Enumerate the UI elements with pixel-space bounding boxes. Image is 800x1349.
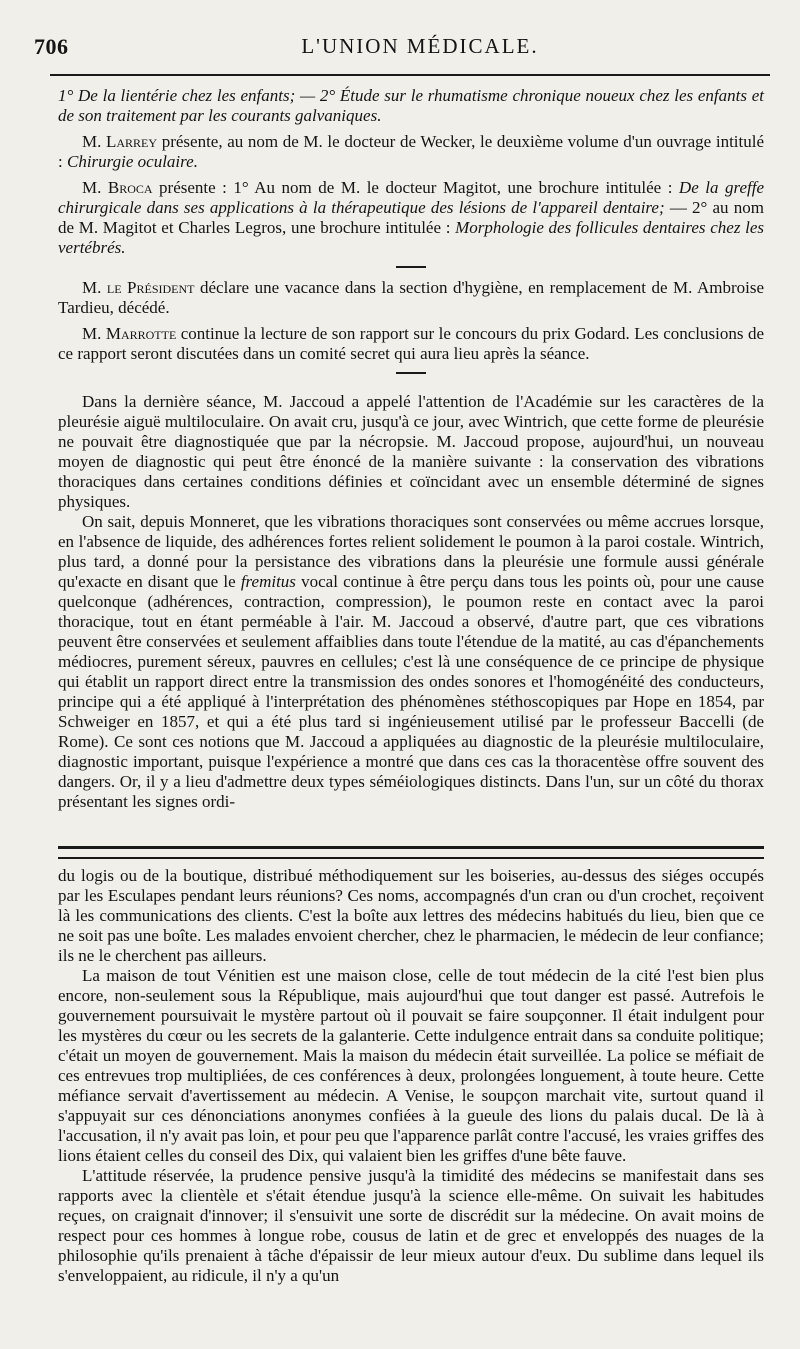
academy-proceedings (58, 86, 764, 384)
header-rule (50, 74, 770, 76)
feuilleton-paragraph: La maison de tout Vénitien est une maison close, celle de tout médecin de la cité l'est bien plus encore, non-seulement sous la République, mais aujourd'hui que tout danger est passé. Autrefois le gouvernement poursuivait le mystère partout où il pouvait se faire soupçonner. Il était indulgent pour les mystères du cœur ou les secrets de la galanterie. Cette indulgence entrait dans sa conduite politique; c'était un moyen de gouvernement. Mais la maison du médecin était surveillée. La police se méfiait de ces entrevues trop multipliées, de ces conférences à deux, prolongées longuement, à toute heure. Cette méfiance servait d'avertissement au médecin. A Venise, le soupçon marchait vite, surtout quand il s'appuyait sur ces dénonciations anonymes confiées à la gueule des lions du palais ducal. De là à l'accusation, il n'y avait pas loin, et pour peu que l'apparence parlât contre l'accusé, les vraies griffes des lions étaient celles du conseil des Dix, qui valaient bien les griffes d'une bête fauve. (58, 966, 764, 1165)
feuilleton-paragraph: du logis ou de la boutique, distribué méthodiquement sur les boiseries, au-dessus des siéges occupés par les Esculapes pendant leurs réunions? Ces noms, accompagnés d'un cran ou d'un crochet, reçoivent là les communications des clients. C'est la boîte aux lettres des médecins habitués du lieu, bien que ce ne soit pas une boîte. Les malades envoient chercher, chez le pharmacien, le médecin de leur confiance; ils ne le cherchent pas ailleurs. (58, 866, 764, 965)
speaker-name: M. Broca (82, 178, 153, 197)
journal-title: L'UNION MÉDICALE. (301, 34, 539, 58)
section-dash (396, 266, 426, 268)
brochure-title: Morphologie des follicules dentaires chez les vertébrés. (58, 218, 764, 257)
jaccoud-article (58, 392, 764, 812)
feuilleton-paragraph: L'attitude réservée, la prudence pensive jusqu'à la timidité des médecins se manifestait dans ses rapports avec la clientèle et s'était étendue jusqu'à la science elle-même. On suivait les habitudes reçues, on craignait d'innover; il s'ensuivit une sorte de discrédit sur la médecine. On avait moins de respect pour ces hommes à longue robe, cousus de latin et de grec et enveloppés des nuages de la philosophie qu'ils prenaient à tâche d'épaissir de leur mieux autour d'eux. Du sublime dans lequel ils s'enveloppaient, au ridicule, il n'y a qu'un (58, 1166, 764, 1285)
article-paragraph: Dans la dernière séance, M. Jaccoud a appelé l'attention de l'Académie sur les caractères de la pleurésie aiguë multiloculaire. On avait cru, jusqu'à ce jour, avec Wintrich, que cette forme de pleurésie ne pouvait être diagnostiquée que par la nécropsie. M. Jaccoud propose, aujourd'hui, un nouveau moyen de diagnostic qui peut être énoncé de la manière suivante : la conservation des vibrations thoraciques dans certaines conditions définies et coïncidant avec un ensemble déterminé de signes physiques. (58, 392, 764, 511)
speaker-name: M. Larrey (82, 132, 158, 151)
speaker-name: M. le Président (82, 278, 195, 297)
broca-paragraph: M. Broca présente : 1° Au nom de M. le docteur Magitot, une brochure intitulée : De la greffe chirurgicale dans ses applications à la thérapeutique des lésions de l'appareil dentaire; — 2° au nom de M. Magitot et Charles Legros, une brochure intitulée : Morphologie des follicules dentaires chez les vertébrés. (58, 178, 764, 257)
section-dash (396, 372, 426, 374)
feuilleton-separator (58, 846, 764, 859)
article-paragraph: On sait, depuis Monneret, que les vibrations thoraciques sont conservées ou même accrues lorsque, en l'absence de liquide, des adhérences fortes relient solidement le poumon à la paroi costale. Wintrich, plus tard, a donné pour la persistance des vibrations dans la pleurésie une formule aussi générale qu'exacte en disant que le fremitus vocal continue à être perçu dans tous les points où, pour une cause quelconque (adhérences, contraction, compression), le poumon reste en contact avec la paroi thoracique, tout en étant perméable à l'air. M. Jaccoud a observé, d'autre part, que ces vibrations peuvent être conservées et seulement affaiblies dans toute l'étendue de la matité, au cas d'épanchements médiocres, purement séreux, pauvres en cellules; c'est là une conséquence de ce principe de physique qui établit un rapport direct entre la transmission des ondes sonores et l'homogénéité des conducteurs, principe qui a été appliqué à l'interprétation des phénomènes stéthoscopiques par Hope en 1854, par Schweiger en 1857, et qui a été plus tard si ingénieusement utilisé par le professeur Baccelli (de Rome). Ce sont ces notions que M. Jaccoud a appliquées au diagnostic de la pleurésie multiloculaire, diagnostic important, puisque l'expérience a montré que dans ces cas la thoracentèse offre souvent des dangers. Or, il y a lieu d'admettre deux types séméiologiques distincts. Dans l'un, sur un côté du thorax présentant les signes ordi- (58, 512, 765, 811)
marrotte-paragraph: M. Marrotte continue la lecture de son rapport sur le concours du prix Godard. Les conclusions de ce rapport seront discutées dans un comité secret qui aura lieu après la séance. (58, 324, 764, 363)
larrey-paragraph: M. Larrey présente, au nom de M. le docteur de Wecker, le deuxième volume d'un ouvrage intitulé : Chirurgie oculaire. (58, 132, 765, 171)
latin-term: fremitus (240, 572, 296, 591)
president-paragraph: M. le Président déclare une vacance dans la section d'hygiène, en remplacement de M. Ambroise Tardieu, décédé. (58, 278, 764, 317)
brochure-title: De la greffe chirurgicale dans ses applications à la thérapeutique des lésions de l'appareil dentaire; (58, 178, 764, 217)
page-number: 706 (34, 34, 69, 59)
feuilleton-text (58, 866, 764, 1286)
page-header (34, 30, 766, 66)
speaker-name: M. Marrotte (82, 324, 177, 343)
works-list-paragraph: 1° De la lientérie chez les enfants; — 2° Étude sur le rhumatisme chronique noueux chez les enfants et de son traitement par les courants galvaniques. (58, 86, 764, 125)
book-title: Chirurgie oculaire. (66, 152, 198, 171)
